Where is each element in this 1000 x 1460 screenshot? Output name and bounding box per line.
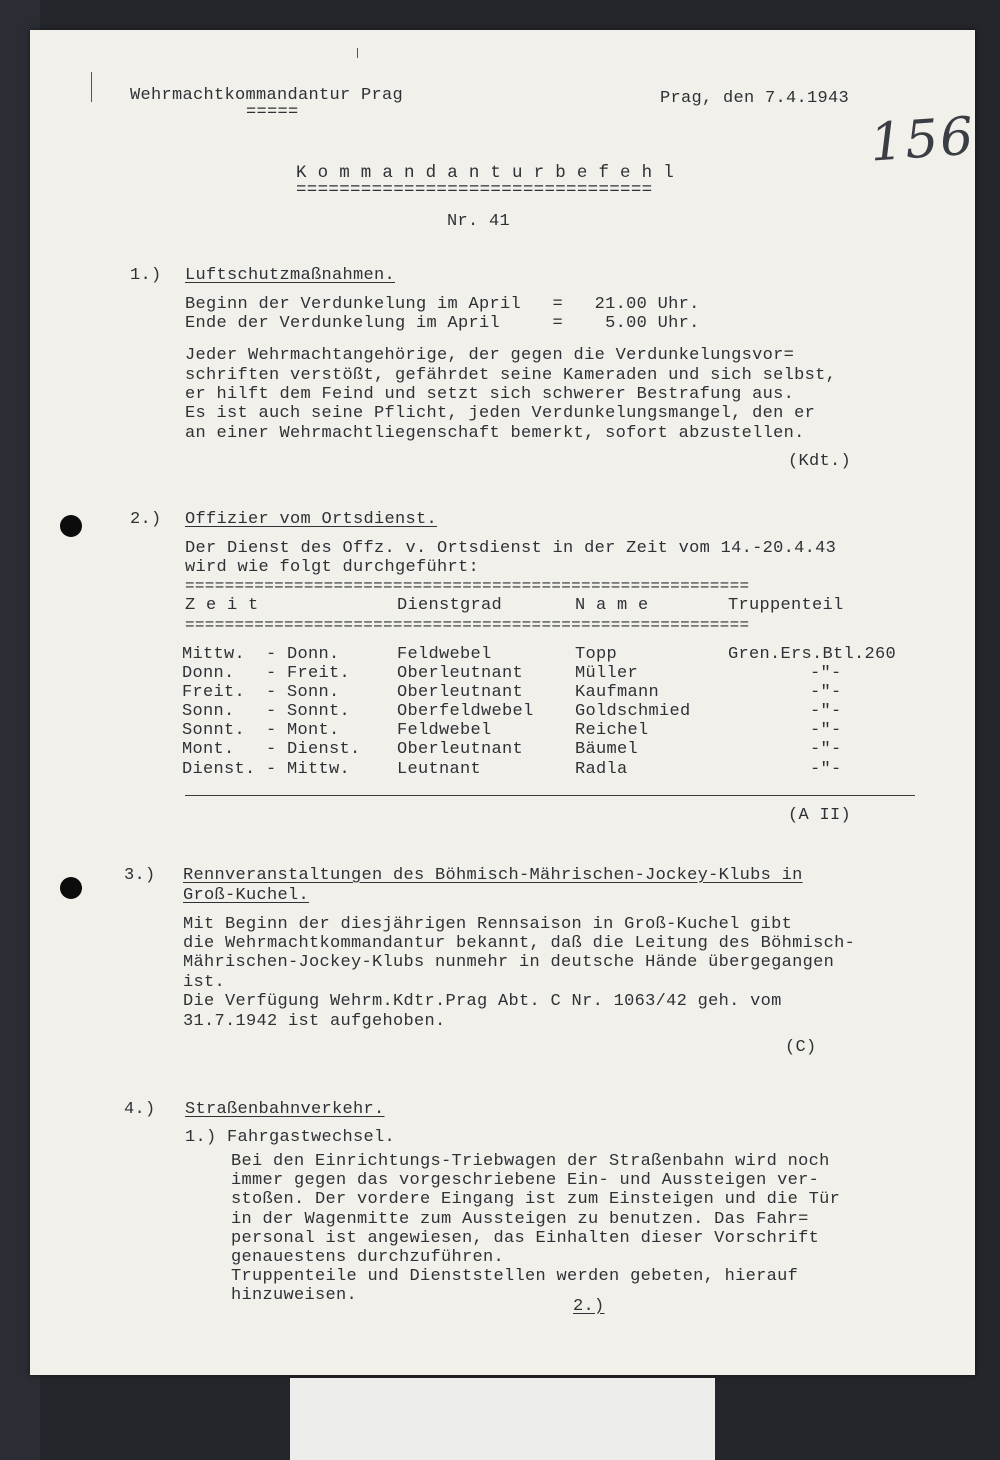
rank: Oberleutnant xyxy=(397,683,524,702)
paragraph-line: er hilft dem Feind und setzt sich schwerer Bestrafung aus. xyxy=(185,385,795,404)
document-title: K o m m a n d a n t u r b e f e h l xyxy=(296,163,675,183)
paragraph-line: Bei den Einrichtungs-Triebwagen der Straßenbahn wird noch xyxy=(231,1152,830,1171)
order-number: Nr. 41 xyxy=(447,212,511,231)
punch-hole xyxy=(60,515,82,537)
section-heading-cont: Groß-Kuchel. xyxy=(183,886,310,905)
paragraph-line: wird wie folgt durchgeführt: xyxy=(185,558,480,577)
paragraph-line: immer gegen das vorgeschriebene Ein- und Aussteigen ver- xyxy=(231,1171,820,1190)
name: Müller xyxy=(575,664,639,683)
rank: Feldwebel xyxy=(397,721,492,740)
name: Bäumel xyxy=(575,740,639,759)
paragraph-line: die Wehrmachtkommandantur bekannt, daß die Leitung des Böhmisch- xyxy=(183,934,856,953)
rank: Leutnant xyxy=(397,760,482,779)
column-header: N a m e xyxy=(575,596,649,615)
paragraph-line: Mährischen-Jockey-Klubs nunmehr in deutsche Hände übergegangen xyxy=(183,953,835,972)
name: Radla xyxy=(575,760,628,779)
rank: Oberleutnant xyxy=(397,740,524,759)
paragraph-line: Der Dienst des Offz. v. Ortsdienst in der Zeit vom 14.-20.4.43 xyxy=(185,539,837,558)
paragraph-line: Es ist auch seine Pflicht, jeden Verdunkelungsmangel, den er xyxy=(185,404,816,423)
section-signature: (C) xyxy=(785,1038,817,1057)
section-heading: Straßenbahnverkehr. xyxy=(185,1100,385,1119)
continued-marker: 2.) xyxy=(573,1297,605,1316)
column-header: Dienstgrad xyxy=(397,596,503,615)
authority-underline: ===== xyxy=(246,103,299,122)
paragraph-line: personal ist angewiesen, das Einhalten dieser Vorschrift xyxy=(231,1229,820,1248)
section-number: 2.) xyxy=(130,510,162,529)
unit: -"- xyxy=(810,664,842,683)
duty-period: Sonn. - Sonnt. xyxy=(182,702,351,721)
section-heading: Offizier vom Ortsdienst. xyxy=(185,510,438,529)
punch-hole xyxy=(60,877,82,899)
paragraph-line: in der Wagenmitte zum Aussteigen zu benutzen. Das Fahr= xyxy=(231,1210,809,1229)
paragraph-line: Truppenteile und Dienststellen werden gebeten, hierauf xyxy=(231,1267,799,1286)
table-separator: ========================================================= xyxy=(185,577,750,595)
unit: -"- xyxy=(810,740,842,759)
name: Kaufmann xyxy=(575,683,660,702)
section-heading: Luftschutzmaßnahmen. xyxy=(185,266,396,285)
blackout-end: Ende der Verdunkelung im April = 5.00 Uhr. xyxy=(185,314,700,333)
section-heading: Rennveranstaltungen des Böhmisch-Mährischen-Jockey-Klubs in xyxy=(183,866,803,885)
section-signature: (Kdt.) xyxy=(788,452,852,471)
archive-number: 156 xyxy=(868,106,978,174)
duty-period: Freit. - Sonn. xyxy=(182,683,340,702)
blackout-start: Beginn der Verdunkelung im April = 21.00 Uhr. xyxy=(185,295,700,314)
fold-mark xyxy=(357,48,358,58)
duty-period: Sonnt. - Mont. xyxy=(182,721,340,740)
paragraph-line: stoßen. Der vordere Eingang ist zum Einsteigen und die Tür xyxy=(231,1190,841,1209)
unit: -"- xyxy=(810,760,842,779)
name: Goldschmied xyxy=(575,702,691,721)
section-number: 1.) xyxy=(130,266,162,285)
subsection-heading: 1.) Fahrgastwechsel. xyxy=(185,1128,396,1147)
table-separator: ========================================================= xyxy=(185,616,750,634)
rank: Oberleutnant xyxy=(397,664,524,683)
unit: -"- xyxy=(810,683,842,702)
column-header: Z e i t xyxy=(185,596,259,615)
unit: -"- xyxy=(810,702,842,721)
paragraph-line: Jeder Wehrmachtangehörige, der gegen die Verdunkelungsvor= xyxy=(185,346,795,365)
fold-mark xyxy=(91,72,92,102)
table-end-rule xyxy=(185,795,915,796)
authority-line: Wehrmachtkommandantur Prag xyxy=(130,86,404,105)
title-underline: ================================= xyxy=(296,180,653,200)
scan-card-strip xyxy=(290,1378,715,1460)
unit: -"- xyxy=(810,721,842,740)
paragraph-line: ist. xyxy=(183,973,226,992)
paragraph-line: Die Verfügung Wehrm.Kdtr.Prag Abt. C Nr. 1063/42 geh. vom xyxy=(183,992,782,1011)
section-signature: (A II) xyxy=(788,806,852,825)
paragraph-line: genauestens durchzuführen. xyxy=(231,1248,505,1267)
name: Topp xyxy=(575,645,618,664)
section-number: 4.) xyxy=(124,1100,156,1119)
duty-period: Donn. - Freit. xyxy=(182,664,351,683)
paragraph-line: Mit Beginn der diesjährigen Rennsaison in Groß-Kuchel gibt xyxy=(183,915,793,934)
duty-period: Dienst. - Mittw. xyxy=(182,760,351,779)
name: Reichel xyxy=(575,721,649,740)
paragraph-line: 31.7.1942 ist aufgehoben. xyxy=(183,1012,446,1031)
place-date: Prag, den 7.4.1943 xyxy=(660,89,850,108)
rank: Oberfeldwebel xyxy=(397,702,534,721)
column-header: Truppenteil xyxy=(728,596,844,615)
paragraph-line: schriften verstößt, gefährdet seine Kameraden und sich selbst, xyxy=(185,366,837,385)
section-number: 3.) xyxy=(124,866,156,885)
duty-period: Mont. - Dienst. xyxy=(182,740,361,759)
paragraph-line: an einer Wehrmachtliegenschaft bemerkt, sofort abzustellen. xyxy=(185,424,805,443)
rank: Feldwebel xyxy=(397,645,492,664)
unit: Gren.Ers.Btl.260 xyxy=(728,645,897,664)
paragraph-line: hinzuweisen. xyxy=(231,1286,358,1305)
duty-period: Mittw. - Donn. xyxy=(182,645,340,664)
